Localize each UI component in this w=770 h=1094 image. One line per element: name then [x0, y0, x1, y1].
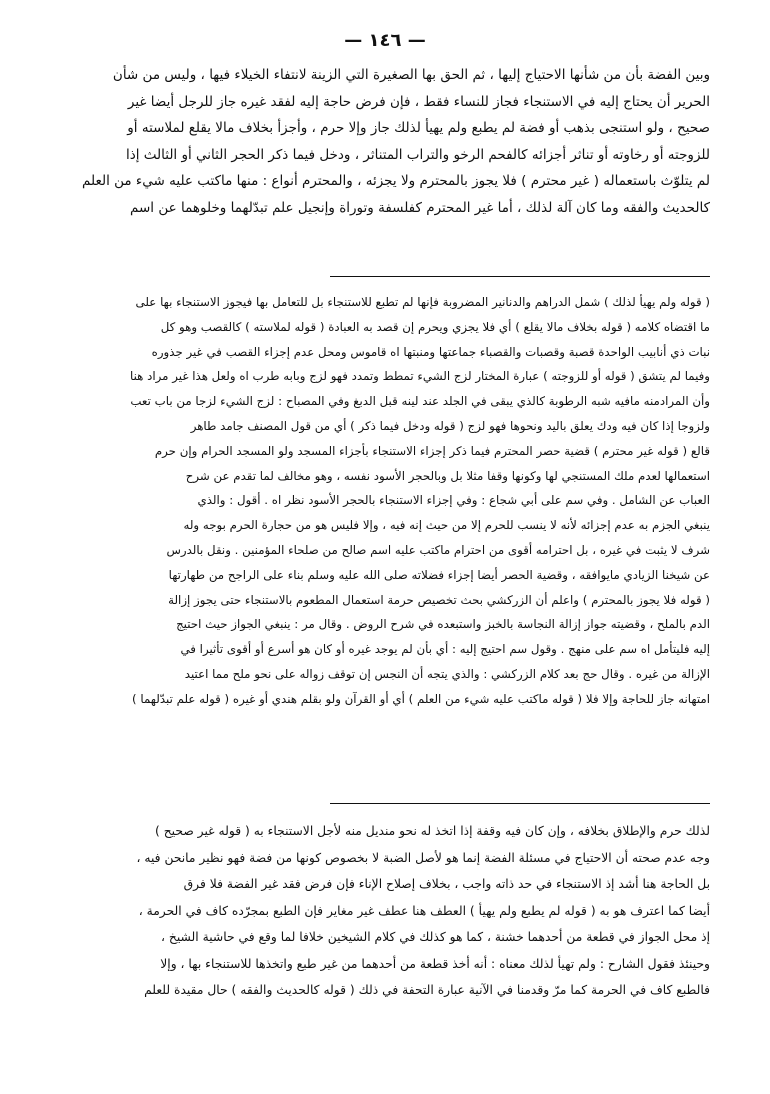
main-text-line: للزوجته أو رخاوته أو تناثر أجزائه كالفحم الرخو والتراب المتناثر ، ودخل فيما ذكر الحجر الثاني أو الثالث إذا	[125, 146, 710, 163]
main-text-line: وبين الفضة بأن من شأنها الاحتياج إليها ، ثم الحق بها الصغيرة التي الزينة لانتفاء الخيلاء فيها ، وليس من شأن	[112, 67, 710, 83]
commentary-line: ( قوله ولم يهيأ لذلك ) شمل الدراهم والدنانير المضروبة فإنها لم تطبع للاستنجاء بل للتعامل بها فيجوز الاستنجاء بها على	[135, 295, 710, 309]
commentary-line: إذ محل الجواز في قطعة من أحدهما خشنة ، كما هو كذلك في كلام الشيخين خلافا لما وقع في حاشية الشيخ ،	[161, 930, 710, 944]
commentary-line: وفيما لم يتشق ( قوله أو للزوجته ) عبارة المختار لزج الشيء تمطط وتمدد فهو لزج وبابه طرب اه ولعل هذا غير مراد هنا	[130, 369, 710, 384]
commentary-line: عن شيخنا الزيادي مايوافقه ، وقضية الحصر أيضا إجزاء فضلاته صلى الله عليه وسلم بناء على الراجح من طهارتها	[168, 567, 710, 582]
commentary-line: أيضا كما اعترف هو به ( قوله لم يطبع ولم يهيأ ) العطف هنا عطف غير مغاير فإن الطبع بمجرّده كاف في الحرمة ،	[138, 903, 710, 918]
page-number: — ١٤٦ —	[344, 30, 426, 51]
commentary-line: نبات ذي أنابيب الواحدة قصبة وقصبات والقصباء جماعتها ومنبتها اه قاموس ومحل عدم إجزاء القصب في غير جذوره	[151, 344, 710, 359]
commentary-line: الإزالة من غيره . وقال حج بعد كلام الزركشي : والذي يتجه أن النجس إن توقف زواله على نحو ملح مما اعتيد	[184, 666, 710, 681]
commentary-line: إليه فليتأمل اه سم على منهج . وقول سم احتيج إليه : أي بأن لم يوجد غيره أو كان هو أسرع أو أقوى تأثيرا في	[180, 642, 710, 657]
main-text-line: الحرير أن يحتاج إليه في الاستنجاء فجاز للنساء فقط ، فإن فرض حاجة إليه لفقد غيره جاز للرجل أيضا غير	[127, 93, 710, 110]
commentary-line: العباب عن الشامل . وفي سم على أبي شجاع : وفي إجزاء الاستنجاء بالحجر الأسود نظر اه . أقول : والذي	[197, 493, 710, 508]
commentary-line: بل الحاجة هنا أشد إذ الاستنجاء في حد ذاته واجب ، بخلاف إصلاح الإناء فإن فرض فقد غير الفضة فلا فرق	[183, 877, 710, 891]
commentary-line: ( قوله فلا يجوز بالمحترم ) واعلم أن الزركشي بحث تخصيص حرمة استعمال المطعوم بالاستنجاء حتى يجوز إزالة	[168, 592, 710, 607]
commentary-first	[62, 290, 710, 712]
commentary-line: قالع ( قوله غير محترم ) قضية حصر المحترم فيما ذكر إجزاء الاستنجاء بأجزاء المسجد ولو المسجد الحرام وإن حرم	[154, 443, 710, 458]
commentary-line: فالطبع كاف في الحرمة كما مرّ وقدمنا في الآنية عبارة التحفة في ذلك ( قوله كالحديث والفقه ) حال مقيدة للعلم	[144, 983, 710, 997]
section-divider	[330, 803, 710, 804]
commentary-line: وجه عدم صحته أن الاحتياج في مسئلة الفضة إنما هو لأصل الضبة لا بخصوص كونها من فضة فهو نظير مانحن فيه ،	[136, 850, 710, 865]
commentary-second	[62, 818, 710, 1004]
main-text-line: لم يتلوّث باستعماله ( غير محترم ) فلا يجوز بالمحترم ولا يجزئه ، والمحترم أنواع : منها ماكتب عليه شيء من العلم	[82, 173, 710, 189]
commentary-line: الدم بالملح ، وقضيته جواز إزالة النجاسة بالخبز واستبعده في شرح الروض . وقال مر : ينبغي الجواز حيث احتيج	[176, 617, 710, 632]
main-text-line: صحيح ، ولو استنجى بذهب أو فضة لم يطبع ولم يهيأ لذلك جاز وإلا حرم ، وأجزأ بخلاف مالا يقلع لملاسته أو	[127, 120, 710, 136]
commentary-line: شرف لا يثبت في غيره ، بل احترامه أقوى من احترام ماكتب عليه اسم صالح من صلحاء المؤمنين . ونقل بالدرس	[166, 542, 710, 557]
main-text-line: كالحديث والفقه وما كان آلة لذلك ، أما غير المحترم كفلسفة وتوراة وإنجيل علم تبدّلهما وخلوهما عن اسم	[130, 199, 710, 216]
commentary-line: امتهانه جاز للحاجة وإلا فلا ( قوله ماكتب عليه شيء من العلم ) أي أو القرآن ولو بقلم هندي أو غيره ( قوله علم تبدّلهما )	[132, 691, 710, 706]
commentary-line: ولزوجا إذا كان فيه ودك يعلق باليد ونحوها فهو لزج ( قوله ودخل فيما ذكر ) أي من قول المصنف جامد طاهر	[190, 418, 710, 433]
commentary-line: ما اقتضاه كلامه ( قوله بخلاف مالا يقلع ) أي فلا يجزي ويحرم إن قصد به العبادة ( قوله لملاسته ) كالقصب وهو كل	[160, 319, 710, 334]
commentary-line: وأن المرادمنه مافيه شبه الرطوبة كالذي يبقى في الجلد عند لينه قبل الدبغ وفي المصباح : لزج الشيء لزجا من باب تعب	[130, 394, 710, 409]
commentary-line: لذلك حرم والإطلاق بخلافه ، وإن كان فيه وقفة إذا اتخذ له نحو منديل منه لأجل الاستنجاء به ( قوله غير صحيح )	[155, 824, 710, 838]
commentary-line: ينبغي الجزم به عدم إجزائه لأنه لا ينسب للحرم إلا من حيث إنه فيه ، وإلا فليس هو من حجارة الحرم بوجه وله	[183, 518, 710, 533]
section-divider	[330, 276, 710, 277]
commentary-line: استعمالها لعدم ملك المستنجي لها وكونها وقفا مثلا بل وبالحجر الأسود نفسه ، وهو مخالف لما تقدم عن شرح	[185, 468, 710, 483]
main-text	[62, 62, 710, 221]
commentary-line: وحينئذ فقول الشارح : ولم تهيأ لذلك معناه : أنه أخذ قطعة من أحدهما من غير طبع واتخذها للاستنجاء بها ، وإلا	[160, 956, 710, 971]
